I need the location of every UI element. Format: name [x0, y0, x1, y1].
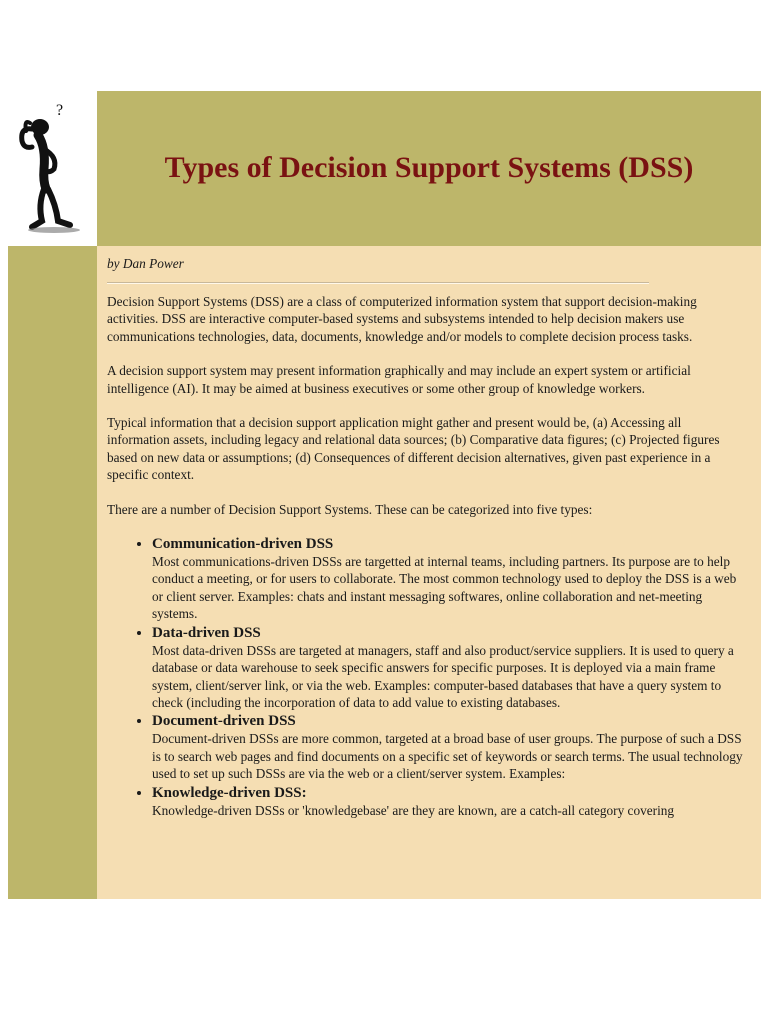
- type-description: Knowledge-driven DSSs or 'knowledgebase' are they are known, are a catch-all category covering: [152, 802, 675, 818]
- type-description: Document-driven DSSs are more common, targeted at a broad base of user groups. The purpose of such a DSS is to search web pages and find documents on a specific set of keywords or search terms. The usual technology used to set up such DSSs are via the web or a client/server system. Examples:: [152, 731, 743, 782]
- type-heading: • Communication-driven DSS: [152, 536, 334, 553]
- left-sidebar-band: [8, 246, 97, 899]
- paragraph-categories: There are a number of Decision Support Systems. These can be categorized into five types:: [107, 501, 593, 517]
- paragraph-presentation: A decision support system may present information graphically and may include an expert system or artificial intelligence (AI). It may be aimed at business executives or some other group of knowledge workers.: [107, 363, 691, 396]
- type-description: Most communications-driven DSSs are targetted at internal teams, including partners. Its purpose are to help conduct a meeting, or for users to collaborate. The most common technology used to deploy the DSS is a web or client server. Examples: chats and instant messaging softwares, online collaboration and net-meeting systems.: [152, 554, 737, 622]
- author-byline: by Dan Power: [107, 256, 184, 271]
- page-title: Types of Decision Support Systems (DSS): [164, 151, 694, 184]
- article-body: [97, 246, 761, 899]
- type-description: Most data-driven DSSs are targeted at managers, staff and also product/service suppliers. It is used to query a database or data warehouse to seek specific answers for specific purposes. It is deployed via a main frame system, client/server link, or via the web. Examples: computer-based databases that have a query system to check (including the incorporation of data to add value to existing databases.: [152, 642, 734, 710]
- type-heading: • Knowledge-driven DSS:: [152, 784, 307, 801]
- question-mark-glyph: ?: [56, 102, 64, 119]
- thinking-man-icon: [10, 97, 90, 235]
- list-item: [152, 712, 743, 782]
- paragraph-typical-information: Typical information that a decision support application might gather and present would be, (a) Accessing all information assets, including legacy and relational data sources; (b) Comparative data figures; (c) Projected figures based on new data or assumptions; (d) Consequences of different decision alternatives, given past experience in a specific context.: [107, 415, 720, 483]
- dss-types-list: [107, 535, 743, 819]
- type-heading: • Data-driven DSS: [152, 624, 261, 641]
- list-item: [152, 784, 743, 819]
- list-item: [152, 535, 743, 623]
- type-heading: • Document-driven DSS: [152, 713, 296, 730]
- intro-paragraph: Decision Support Systems (DSS) are a class of computerized information system that support decision-making activities. DSS are interactive computer-based systems and subsystems intended to help decision makers use communications technologies, data, documents, knowledge and/or models to complete decision process tasks.: [107, 294, 697, 344]
- list-item: [152, 624, 743, 712]
- divider: [107, 282, 649, 284]
